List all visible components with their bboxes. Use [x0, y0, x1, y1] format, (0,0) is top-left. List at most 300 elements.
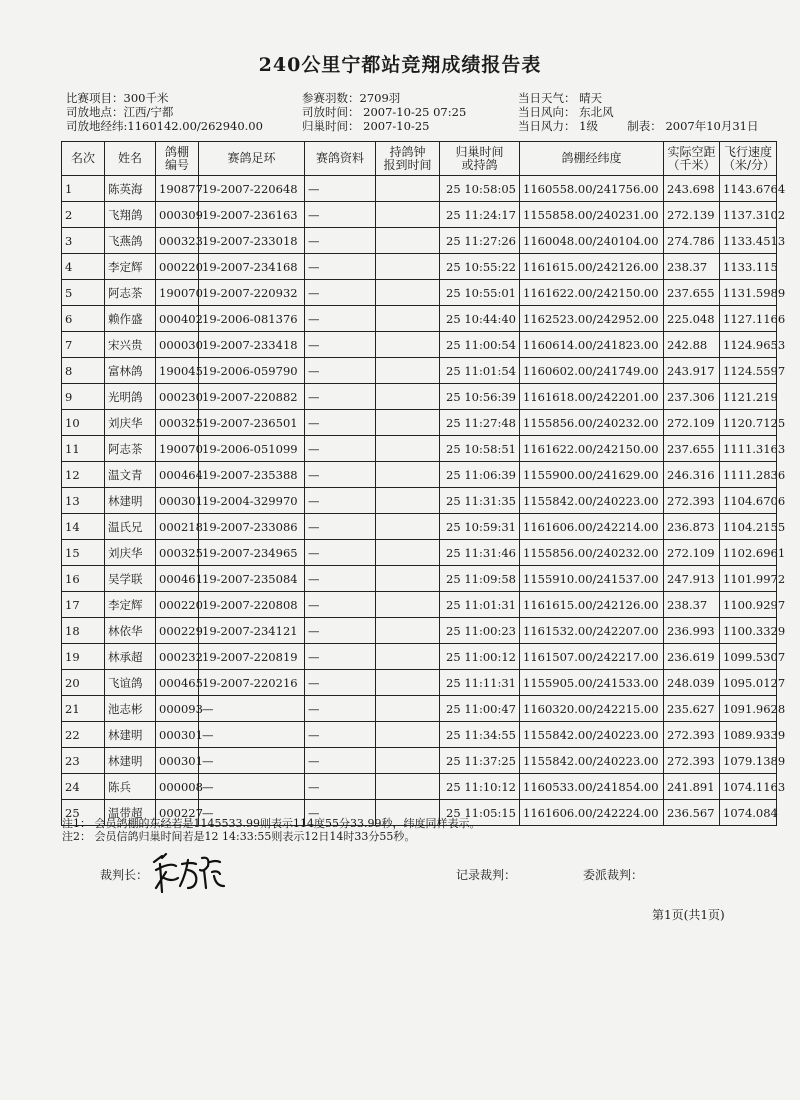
race-item: 比赛项目：300千米 [66, 91, 169, 105]
table-row [62, 358, 777, 384]
table-cell: 237.306 [664, 384, 720, 410]
table-cell: 1160614.00/241823.00 [520, 332, 664, 358]
table-row [62, 228, 777, 254]
table-cell: — [305, 280, 376, 306]
table-cell: 000232 [156, 644, 199, 670]
table-cell: — [305, 566, 376, 592]
table-cell [376, 488, 440, 514]
table-cell [376, 696, 440, 722]
table-cell: 25 11:09:58 [440, 566, 520, 592]
table-cell: 25 10:58:05 [440, 176, 520, 202]
table-cell: — [305, 176, 376, 202]
table-cell: 9 [62, 384, 105, 410]
table-cell: 6 [62, 306, 105, 332]
table-cell: 李定辉 [105, 592, 156, 618]
table-cell: 25 11:24:17 [440, 202, 520, 228]
wind-force: 当日风力： 1级 [518, 119, 598, 133]
table-cell: 25 11:31:46 [440, 540, 520, 566]
table-cell [376, 280, 440, 306]
table-cell: 19-2007-233018 [199, 228, 305, 254]
table-cell: 1124.5597 [720, 358, 777, 384]
table-row [62, 462, 777, 488]
recorder-judge-label: 记录裁判： [456, 868, 517, 882]
table-cell: — [305, 384, 376, 410]
table-row [62, 774, 777, 800]
report-title: 240公里宁都站竞翔成绩报告表 [258, 54, 542, 76]
table-cell: — [305, 254, 376, 280]
table-cell: 1079.1389 [720, 748, 777, 774]
table-cell: 272.139 [664, 202, 720, 228]
column-header [105, 142, 156, 176]
column-header-line: 持鸽钟 [389, 144, 426, 159]
table-cell [376, 228, 440, 254]
table-cell: 25 11:37:25 [440, 748, 520, 774]
table-cell [376, 514, 440, 540]
table-row [62, 202, 777, 228]
table-cell: 272.109 [664, 540, 720, 566]
table-cell: 000093 [156, 696, 199, 722]
table-cell: 飞燕鸽 [105, 228, 156, 254]
table-cell: — [305, 410, 376, 436]
note-1: 注1： 会员鸽棚的东经若是1145533.99则表示114度55分33.99秒，纬度同样表示。 [62, 817, 481, 830]
table-cell: 272.393 [664, 722, 720, 748]
table-cell: — [305, 748, 376, 774]
info-right [518, 91, 759, 133]
column-header-line: 或持鸽 [461, 157, 498, 172]
table-cell: — [305, 774, 376, 800]
table-row [62, 722, 777, 748]
table-cell [376, 462, 440, 488]
table-row [62, 540, 777, 566]
info-left [66, 91, 263, 133]
table-cell: 1160558.00/241756.00 [520, 176, 664, 202]
table-cell: 刘庆华 [105, 410, 156, 436]
table-cell: 1100.3329 [720, 618, 777, 644]
column-header [62, 142, 105, 176]
table-cell: 000402 [156, 306, 199, 332]
table-cell: 000325 [156, 540, 199, 566]
table-cell: 富林鸽 [105, 358, 156, 384]
table-cell: 1161606.00/242214.00 [520, 514, 664, 540]
table-cell: 4 [62, 254, 105, 280]
table-cell [376, 592, 440, 618]
table-cell: 1143.6764 [720, 176, 777, 202]
table-cell: 19-2007-220216 [199, 670, 305, 696]
table-cell: — [199, 774, 305, 800]
table-row [62, 748, 777, 774]
table-cell: 25 10:59:31 [440, 514, 520, 540]
table-cell: 1155900.00/241629.00 [520, 462, 664, 488]
table-cell [376, 540, 440, 566]
table-cell [376, 358, 440, 384]
table-cell [376, 410, 440, 436]
table-cell: 19 [62, 644, 105, 670]
table-cell: 25 11:01:31 [440, 592, 520, 618]
table-cell: 25 10:55:01 [440, 280, 520, 306]
table-cell: 238.37 [664, 254, 720, 280]
table-cell: 5 [62, 280, 105, 306]
table-cell [376, 202, 440, 228]
table-cell: 宋兴贵 [105, 332, 156, 358]
table-cell: 陈兵 [105, 774, 156, 800]
table-cell: 24 [62, 774, 105, 800]
table-cell: 25 11:34:55 [440, 722, 520, 748]
table-cell: 190877 [156, 176, 199, 202]
table-cell [376, 748, 440, 774]
table-cell: 000301 [156, 488, 199, 514]
notes [62, 817, 480, 843]
column-header-line: 报到时间 [383, 157, 432, 172]
made-date: 制表： 2007年10月31日 [627, 119, 759, 133]
table-cell: 25 11:00:47 [440, 696, 520, 722]
table-cell [376, 566, 440, 592]
table-row [62, 436, 777, 462]
table-cell [376, 306, 440, 332]
table-cell: — [305, 670, 376, 696]
table-cell: 14 [62, 514, 105, 540]
table-cell: 刘庆华 [105, 540, 156, 566]
table-cell: — [305, 306, 376, 332]
table-cell: 1120.7125 [720, 410, 777, 436]
table-cell: 温带超 [105, 800, 156, 826]
table-cell: 236.567 [664, 800, 720, 826]
table-cell: — [199, 696, 305, 722]
table-cell: 1137.3102 [720, 202, 777, 228]
participants: 参赛羽数：2709羽 [302, 91, 401, 105]
table-cell: 赖作盛 [105, 306, 156, 332]
table-cell: 243.917 [664, 358, 720, 384]
table-cell: 温氏兄 [105, 514, 156, 540]
table-cell: 248.039 [664, 670, 720, 696]
table-cell: 272.393 [664, 488, 720, 514]
table-cell: 温文青 [105, 462, 156, 488]
table-cell: 19-2007-234168 [199, 254, 305, 280]
table-cell: 272.109 [664, 410, 720, 436]
table-cell: 243.698 [664, 176, 720, 202]
table-cell: 2 [62, 202, 105, 228]
table-cell: 237.655 [664, 280, 720, 306]
table-cell: 000464 [156, 462, 199, 488]
table-cell: 19-2007-220808 [199, 592, 305, 618]
table-cell: 19-2007-220648 [199, 176, 305, 202]
table-cell: 19-2007-236501 [199, 410, 305, 436]
table-cell: — [305, 592, 376, 618]
table-cell: 1111.2836 [720, 462, 777, 488]
chief-judge-label: 裁判长： [100, 868, 149, 882]
table-cell: 1 [62, 176, 105, 202]
table-cell: 19-2007-236163 [199, 202, 305, 228]
table-cell: 1089.9339 [720, 722, 777, 748]
table-cell: — [305, 332, 376, 358]
table-cell: 1095.0127 [720, 670, 777, 696]
table-cell: 241.891 [664, 774, 720, 800]
column-header [520, 142, 664, 176]
table-cell: 3 [62, 228, 105, 254]
table-cell: 25 11:01:54 [440, 358, 520, 384]
table-cell: 19-2007-220819 [199, 644, 305, 670]
table-cell: 000229 [156, 618, 199, 644]
table-cell: 1161532.00/242207.00 [520, 618, 664, 644]
table-cell: 247.913 [664, 566, 720, 592]
table-cell: 1161615.00/242126.00 [520, 254, 664, 280]
table-header-row [62, 142, 777, 176]
table-cell: 1111.3163 [720, 436, 777, 462]
table-cell: 000309 [156, 202, 199, 228]
table-cell: 25 10:58:51 [440, 436, 520, 462]
table-cell: 19-2007-234121 [199, 618, 305, 644]
table-cell: 李定辉 [105, 254, 156, 280]
table-cell: 1155842.00/240223.00 [520, 748, 664, 774]
table-cell: 10 [62, 410, 105, 436]
table-cell: 23 [62, 748, 105, 774]
table-cell: 1155858.00/240231.00 [520, 202, 664, 228]
table-cell [376, 670, 440, 696]
table-row [62, 332, 777, 358]
table-cell [376, 436, 440, 462]
column-header-line: 飞行速度 [723, 144, 772, 159]
table-cell: 236.993 [664, 618, 720, 644]
table-cell: 25 11:06:39 [440, 462, 520, 488]
column-header [440, 142, 520, 176]
table-cell: 8 [62, 358, 105, 384]
table-cell: — [305, 228, 376, 254]
table-cell: 1160048.00/240104.00 [520, 228, 664, 254]
table-cell [376, 618, 440, 644]
table-cell: 1100.9297 [720, 592, 777, 618]
table-cell: 1161507.00/242217.00 [520, 644, 664, 670]
table-cell: 吴学联 [105, 566, 156, 592]
table-cell: 林建明 [105, 722, 156, 748]
column-header-line: 赛鸽足环 [227, 151, 276, 165]
table-cell: 25 11:00:54 [440, 332, 520, 358]
table-cell: 1155856.00/240232.00 [520, 410, 664, 436]
column-header-line: 归巢时间 [455, 144, 504, 159]
table-cell: 1161618.00/242201.00 [520, 384, 664, 410]
release-place: 司放地点：江西/宁都 [66, 105, 174, 119]
column-header [305, 142, 376, 176]
table-cell: — [305, 800, 376, 826]
table-cell: 000325 [156, 410, 199, 436]
table-cell: 000030 [156, 332, 199, 358]
table-cell: 000218 [156, 514, 199, 540]
table-cell: 1162523.00/242952.00 [520, 306, 664, 332]
table-cell [376, 722, 440, 748]
appointed-judge-label: 委派裁判： [583, 868, 644, 882]
table-cell: 000220 [156, 592, 199, 618]
column-header-line: 实际空距 [667, 144, 716, 159]
release-coords: 司放地经纬:1160142.00/262940.00 [66, 119, 263, 133]
table-cell: 25 11:11:31 [440, 670, 520, 696]
table-cell: 235.627 [664, 696, 720, 722]
table-cell: 21 [62, 696, 105, 722]
table-cell: — [305, 358, 376, 384]
table-cell: 1127.1166 [720, 306, 777, 332]
column-header [376, 142, 440, 176]
table-row [62, 670, 777, 696]
table-cell: 19-2007-235084 [199, 566, 305, 592]
table-row [62, 306, 777, 332]
table-cell: 242.88 [664, 332, 720, 358]
table-cell: 25 11:27:48 [440, 410, 520, 436]
table-cell: 飞谊鸽 [105, 670, 156, 696]
table-cell: 阿志茶 [105, 436, 156, 462]
table-cell: 池志彬 [105, 696, 156, 722]
table-row [62, 488, 777, 514]
table-cell: 190045 [156, 358, 199, 384]
return-time: 归巢时间： 2007-10-25 [302, 119, 430, 133]
table-cell: 18 [62, 618, 105, 644]
table-cell: 236.619 [664, 644, 720, 670]
table-cell: — [199, 800, 305, 826]
table-cell: 阿志茶 [105, 280, 156, 306]
page-number: 第1页(共1页) [652, 908, 725, 922]
table-cell: 林建明 [105, 488, 156, 514]
table-cell: 19-2006-059790 [199, 358, 305, 384]
table-cell: 19-2006-051099 [199, 436, 305, 462]
table-cell: 飞翔鸽 [105, 202, 156, 228]
table-cell: — [305, 436, 376, 462]
table-row [62, 280, 777, 306]
table-cell: 1160320.00/242215.00 [520, 696, 664, 722]
table-cell: 1133.4513 [720, 228, 777, 254]
weather: 当日天气： 晴天 [518, 91, 603, 105]
table-row [62, 696, 777, 722]
table-cell [376, 176, 440, 202]
table-cell: 1121.219 [720, 384, 777, 410]
table-cell [376, 774, 440, 800]
table-cell: 1091.9628 [720, 696, 777, 722]
table-cell: 25 11:05:15 [440, 800, 520, 826]
column-header-line: 鸽棚 [164, 144, 189, 159]
table-cell: 272.393 [664, 748, 720, 774]
wind-direction: 当日风向： 东北风 [518, 105, 614, 119]
table-cell: 1161606.00/242224.00 [520, 800, 664, 826]
table-cell: 19-2006-081376 [199, 306, 305, 332]
table-cell: 11 [62, 436, 105, 462]
table-cell: 25 [62, 800, 105, 826]
table-cell: 陈英海 [105, 176, 156, 202]
table-cell: 237.655 [664, 436, 720, 462]
table-cell [376, 254, 440, 280]
table-row [62, 514, 777, 540]
table-cell: 246.316 [664, 462, 720, 488]
table-cell: 25 11:00:23 [440, 618, 520, 644]
table-cell: 1160533.00/241854.00 [520, 774, 664, 800]
table-row [62, 566, 777, 592]
table-cell: — [305, 202, 376, 228]
table-cell: 19-2007-233086 [199, 514, 305, 540]
table-row [62, 618, 777, 644]
table-cell: 光明鸽 [105, 384, 156, 410]
table-cell: — [305, 696, 376, 722]
table-cell: 225.048 [664, 306, 720, 332]
table-cell: 1155910.00/241537.00 [520, 566, 664, 592]
table-body [62, 176, 786, 826]
table-cell: 000008 [156, 774, 199, 800]
table-cell: 1102.6961 [720, 540, 777, 566]
table-row [62, 176, 777, 202]
column-header-line: （米/分） [723, 157, 776, 172]
table-cell: 1074.1163 [720, 774, 777, 800]
table-cell: — [305, 618, 376, 644]
table-cell: — [305, 722, 376, 748]
table-cell: 1160602.00/241749.00 [520, 358, 664, 384]
table-cell: 236.873 [664, 514, 720, 540]
table-cell: 1161615.00/242126.00 [520, 592, 664, 618]
table-cell: — [199, 722, 305, 748]
release-time: 司放时间： 2007-10-25 07:25 [302, 105, 467, 119]
table-cell: — [199, 748, 305, 774]
table-cell: 22 [62, 722, 105, 748]
wind-and-date-line [518, 119, 759, 133]
column-header [199, 142, 305, 176]
table-cell: 000323 [156, 228, 199, 254]
table-cell [376, 384, 440, 410]
table-row [62, 384, 777, 410]
table-cell: 1133.115 [720, 254, 777, 280]
table-cell: 000461 [156, 566, 199, 592]
info-middle [302, 91, 466, 133]
table-cell: 12 [62, 462, 105, 488]
table-cell: 1104.2155 [720, 514, 777, 540]
chief-judge-signature [150, 848, 230, 898]
table-cell: 16 [62, 566, 105, 592]
table-cell: 1161622.00/242150.00 [520, 280, 664, 306]
table-cell: 25 11:10:12 [440, 774, 520, 800]
table-cell: 19-2007-234965 [199, 540, 305, 566]
column-header-line: （千米） [667, 157, 716, 172]
column-header-line: 赛鸽资料 [315, 151, 364, 165]
table-cell: 林承超 [105, 644, 156, 670]
column-header-line: 鸽棚经纬度 [561, 151, 622, 165]
table-cell: 1131.5989 [720, 280, 777, 306]
table-cell: — [305, 462, 376, 488]
table-cell: 25 11:00:12 [440, 644, 520, 670]
table-cell: 19-2007-220882 [199, 384, 305, 410]
table-cell: 25 10:55:22 [440, 254, 520, 280]
table-cell: 238.37 [664, 592, 720, 618]
table-cell: 林建明 [105, 748, 156, 774]
table-cell [376, 644, 440, 670]
table-cell: — [305, 514, 376, 540]
results-table [61, 141, 786, 826]
table-cell: 190070 [156, 280, 199, 306]
table-cell: 1099.5307 [720, 644, 777, 670]
table-cell: 000230 [156, 384, 199, 410]
column-header [156, 142, 199, 176]
table-cell: 1155842.00/240223.00 [520, 722, 664, 748]
table-cell [376, 332, 440, 358]
table-row [62, 644, 777, 670]
table-cell: 274.786 [664, 228, 720, 254]
table-cell: 000220 [156, 254, 199, 280]
column-header-line: 名次 [70, 151, 95, 165]
table-cell: 19-2007-220932 [199, 280, 305, 306]
table-cell: 000301 [156, 722, 199, 748]
table-cell: 000465 [156, 670, 199, 696]
table-cell: 19-2007-235388 [199, 462, 305, 488]
table-cell: 20 [62, 670, 105, 696]
table-cell: 13 [62, 488, 105, 514]
table-cell: 1101.9972 [720, 566, 777, 592]
table-cell: 17 [62, 592, 105, 618]
column-header-line: 姓名 [117, 151, 142, 165]
table-cell: 林依华 [105, 618, 156, 644]
column-header [664, 142, 720, 176]
table-cell: 19-2007-233418 [199, 332, 305, 358]
table-cell: 1124.9653 [720, 332, 777, 358]
table-cell: 25 10:44:40 [440, 306, 520, 332]
